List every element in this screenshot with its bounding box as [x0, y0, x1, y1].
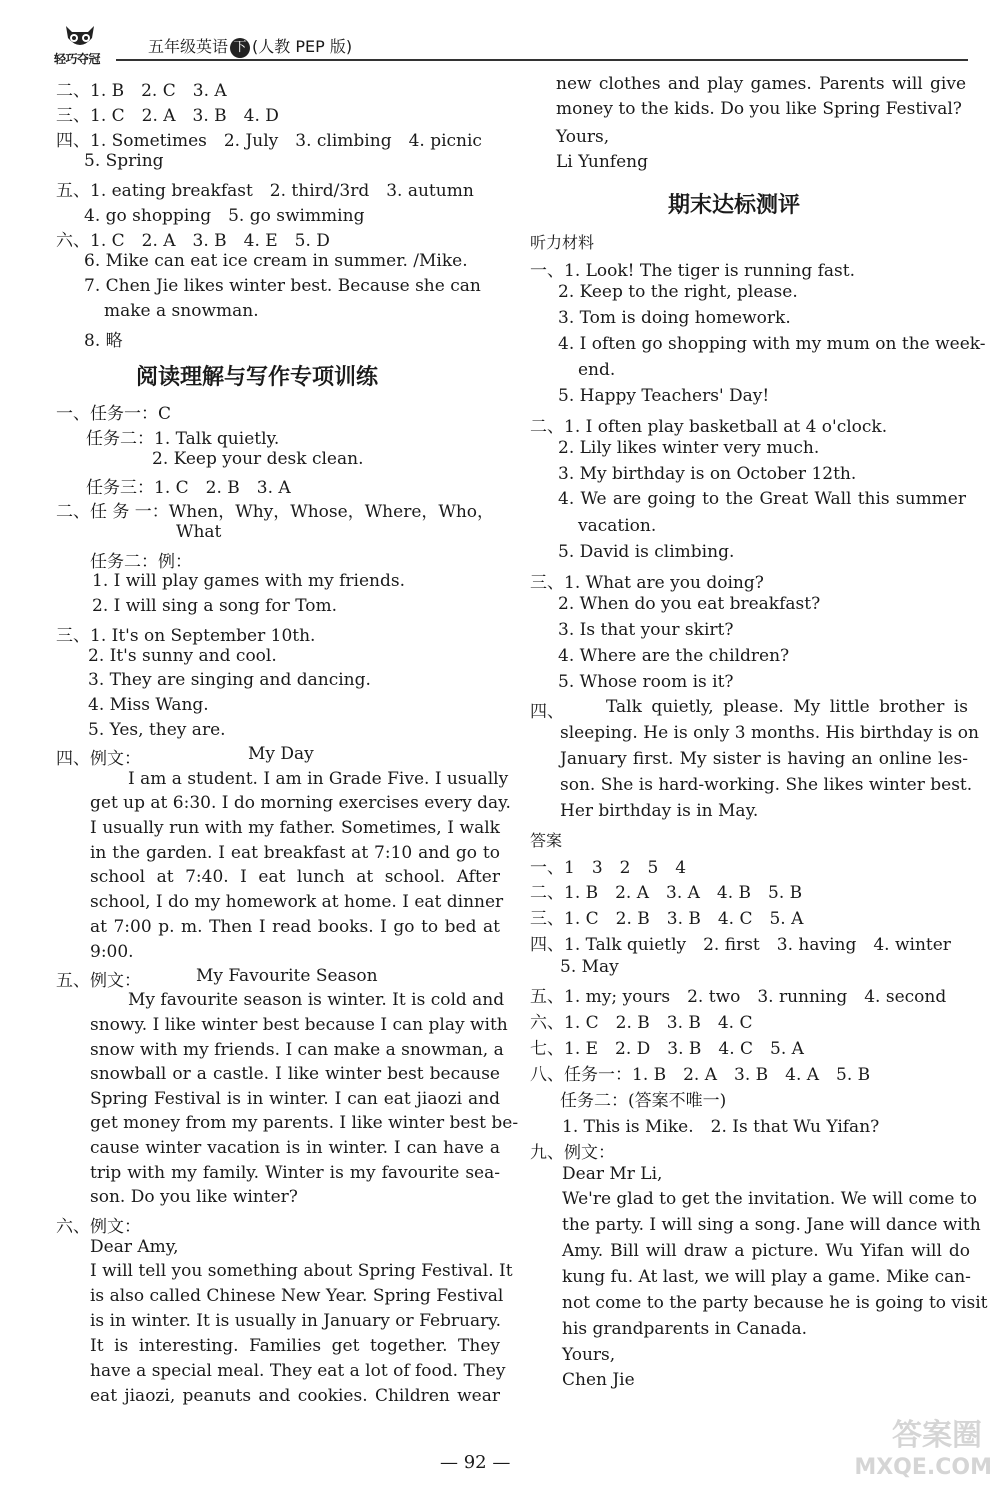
essay-line: is in winter. It is usually in January or February. [90, 1311, 501, 1331]
essay-line: We're glad to get the invitation. We will come to [562, 1189, 977, 1209]
essay-line: in the garden. I eat breakfast at 7:10 and go to [90, 843, 500, 863]
answer-line: 1. I will play games with my friends. [92, 571, 405, 591]
answer-line: 五、例文： [56, 971, 141, 991]
answer-line: 一、1 3 2 5 4 [530, 858, 687, 878]
answer-line: 一、1. Look! The tiger is running fast. [530, 261, 856, 281]
answer-line: 六、1. C 2. B 3. B 4. C [530, 1013, 753, 1033]
essay-line: It is interesting. Families get together. They [90, 1336, 500, 1356]
answer-line: 二、1. B 2. C 3. A [56, 81, 227, 101]
brand-logo [52, 22, 114, 66]
answer-line: 四、 [530, 702, 564, 722]
essay-line: Spring Festival is in winter. I can eat jiaozi and [90, 1089, 500, 1109]
essay-line: kung fu. At last, we will play a game. Mike can- [562, 1267, 971, 1287]
answer-line: 3. Tom is doing homework. [558, 308, 791, 328]
answer-line: 六、例文： [56, 1217, 141, 1237]
essay-line: My favourite season is winter. It is cold and [128, 990, 505, 1010]
answer-line: 三、1. What are you doing? [530, 573, 764, 593]
logo-text: 轻巧夺冠 [54, 52, 101, 66]
section-heading: 阅读理解与写作专项训练 [136, 365, 379, 390]
book-title [148, 34, 352, 58]
answer-line: 5. Spring [84, 151, 164, 171]
answer-line: 2. Lily likes winter very much. [558, 438, 820, 458]
section-heading: 期末达标测评 [668, 193, 801, 218]
answer-line: 二、1. I often play basketball at 4 o'clock. [530, 417, 888, 437]
answer-line: 7. Chen Jie likes winter best. Because she can [84, 276, 481, 296]
essay-line: school, I do my homework at home. I eat dinner [90, 892, 504, 912]
answer-line: 4. go shopping 5. go swimming [84, 206, 365, 226]
answer-line: 三、1. It's on September 10th. [56, 626, 316, 646]
answer-line: 8. 略 [84, 331, 123, 351]
essay-line: new clothes and play games. Parents will give [556, 74, 966, 94]
essay-line: sleeping. He is only 3 months. His birthday is on [560, 723, 979, 743]
page-header [52, 22, 968, 66]
answer-line: 五、1. eating breakfast 2. third/3rd 3. autumn [56, 181, 474, 201]
essay-line: school at 7:40. I eat lunch at school. After [90, 867, 500, 887]
subsection-label: 答案 [530, 831, 563, 850]
answer-line: 任务三：1. C 2. B 3. A [86, 478, 291, 498]
answer-line: 6. Mike can eat ice cream in summer. /Mike. [84, 251, 468, 271]
answer-line: end. [578, 360, 616, 380]
owl-mascot-icon [52, 22, 108, 52]
answer-line: 3. They are singing and dancing. [88, 670, 371, 690]
essay-line: son. Do you like winter? [90, 1187, 298, 1207]
answer-line: 七、1. E 2. D 3. B 4. C 5. A [530, 1039, 804, 1059]
answer-line: 一、任务一：C [56, 404, 172, 424]
essay-line: eat jiaozi, peanuts and cookies. Children wear [90, 1386, 500, 1406]
essay-line: his grandparents in Canada. [562, 1319, 808, 1339]
answer-line: 1. This is Mike. 2. Is that Wu Yifan? [562, 1117, 880, 1137]
letter-signature: Chen Jie [562, 1370, 635, 1390]
answer-line: 5. Yes, they are. [88, 720, 226, 740]
answer-line: 3. Is that your skirt? [558, 620, 734, 640]
essay-line: son. She is hard-working. She likes winter best. [560, 775, 973, 795]
answer-line: 4. Where are the children? [558, 646, 790, 666]
essay-line: I am a student. I am in Grade Five. I usually [128, 769, 509, 789]
essay-line: 9:00. [90, 942, 134, 962]
subsection-label: 听力材料 [530, 233, 595, 252]
essay-line: snow with my friends. I can make a snowman, a [90, 1040, 504, 1060]
watermark-logo-text: 答案圈 [892, 1418, 982, 1453]
answer-line: 任务二：1. Talk quietly. [86, 429, 280, 449]
essay-line: the party. I will sing a song. Jane will dance with [562, 1215, 981, 1235]
site-watermark [824, 1410, 992, 1480]
answer-line: 二、1. B 2. A 3. A 4. B 5. B [530, 883, 803, 903]
header-divider [116, 59, 968, 61]
essay-line: at 7:00 p. m. Then I read books. I go to bed at [90, 917, 500, 937]
page-number: — 92 — [440, 1452, 511, 1473]
answer-line: 2. When do you eat breakfast? [558, 594, 821, 614]
answer-line: 4. Miss Wang. [88, 695, 209, 715]
essay-line: get money from my parents. I like winter best be- [90, 1113, 519, 1133]
essay-line: I will tell you something about Spring Festival. It [90, 1261, 513, 1281]
answer-line: 九、例文： [530, 1143, 615, 1163]
volume-badge: 下 [230, 38, 250, 58]
essay-line: January first. My sister is having an online les- [560, 749, 968, 769]
essay-line: cause winter vacation is in winter. I can have a [90, 1138, 500, 1158]
answer-line: make a snowman. [104, 301, 259, 321]
answer-line: 2. It's sunny and cool. [88, 646, 277, 666]
essay-title: My Day [248, 744, 314, 764]
essay-line: is also called Chinese New Year. Spring Festival [90, 1286, 504, 1306]
subject-grade: 五年级英语 [148, 37, 229, 56]
answer-line: 2. Keep to the right, please. [558, 282, 798, 302]
answer-line: 4. I often go shopping with my mum on the week- [558, 334, 986, 354]
watermark-url: MXQE.COM [854, 1455, 992, 1480]
answer-line: 五、1. my; yours 2. two 3. running 4. second [530, 987, 947, 1007]
essay-line: Amy. Bill will draw a picture. Wu Yifan will do [562, 1241, 970, 1261]
essay-title: My Favourite Season [196, 966, 378, 986]
answer-line: 2. Keep your desk clean. [152, 449, 364, 469]
edition-label: (人教 PEP 版) [252, 37, 353, 56]
answer-line: vacation. [578, 516, 657, 536]
answer-line: 5. May [560, 957, 619, 977]
letter-closing: Yours, [562, 1345, 616, 1365]
answer-line: 任务二：例： [90, 552, 192, 572]
answer-line: 三、1. C 2. B 3. B 4. C 5. A [530, 909, 804, 929]
answer-line: 六、1. C 2. A 3. B 4. E 5. D [56, 231, 330, 251]
essay-line: Her birthday is in May. [560, 801, 759, 821]
answer-line: 5. David is climbing. [558, 542, 735, 562]
essay-line: Talk quietly, please. My little brother is [606, 697, 968, 717]
answer-line: 二、任 务 一：When，Why，Whose，Where，Who， [56, 502, 495, 522]
answer-line: 八、任务一：1. B 2. A 3. B 4. A 5. B [530, 1065, 871, 1085]
essay-line: trip with my family. Winter is my favourite sea- [90, 1163, 500, 1183]
essay-line: money to the kids. Do you like Spring Festival? [556, 99, 962, 119]
letter-salutation: Dear Mr Li, [562, 1164, 663, 1184]
answer-line: What [176, 522, 222, 542]
essay-line: I usually run with my father. Sometimes, I walk [90, 818, 500, 838]
essay-line: not come to the party because he is going to visit [562, 1293, 988, 1313]
answer-line: 2. I will sing a song for Tom. [92, 596, 337, 616]
answer-line: 4. We are going to the Great Wall this summer [558, 489, 966, 509]
essay-line: snowy. I like winter best because I can play with [90, 1015, 508, 1035]
answer-line: 3. My birthday is on October 12th. [558, 464, 857, 484]
essay-line: have a special meal. They eat a lot of food. They [90, 1361, 506, 1381]
letter-signature: Li Yunfeng [556, 152, 648, 172]
answer-line: 5. Happy Teachers' Day! [558, 386, 770, 406]
answer-line: 三、1. C 2. A 3. B 4. D [56, 106, 279, 126]
answer-line: 四、1. Talk quietly 2. first 3. having 4. winter [530, 935, 951, 955]
answer-line: 四、例文： [56, 749, 141, 769]
answer-line: 任务二：(答案不唯一) [560, 1091, 727, 1111]
essay-line: get up at 6:30. I do morning exercises every day. [90, 793, 511, 813]
answer-line: 5. Whose room is it? [558, 672, 734, 692]
essay-line: snowball or a castle. I like winter best because [90, 1064, 500, 1084]
letter-closing: Yours, [556, 127, 610, 147]
answer-line: 四、1. Sometimes 2. July 3. climbing 4. picnic [56, 131, 482, 151]
letter-salutation: Dear Amy, [90, 1237, 179, 1257]
